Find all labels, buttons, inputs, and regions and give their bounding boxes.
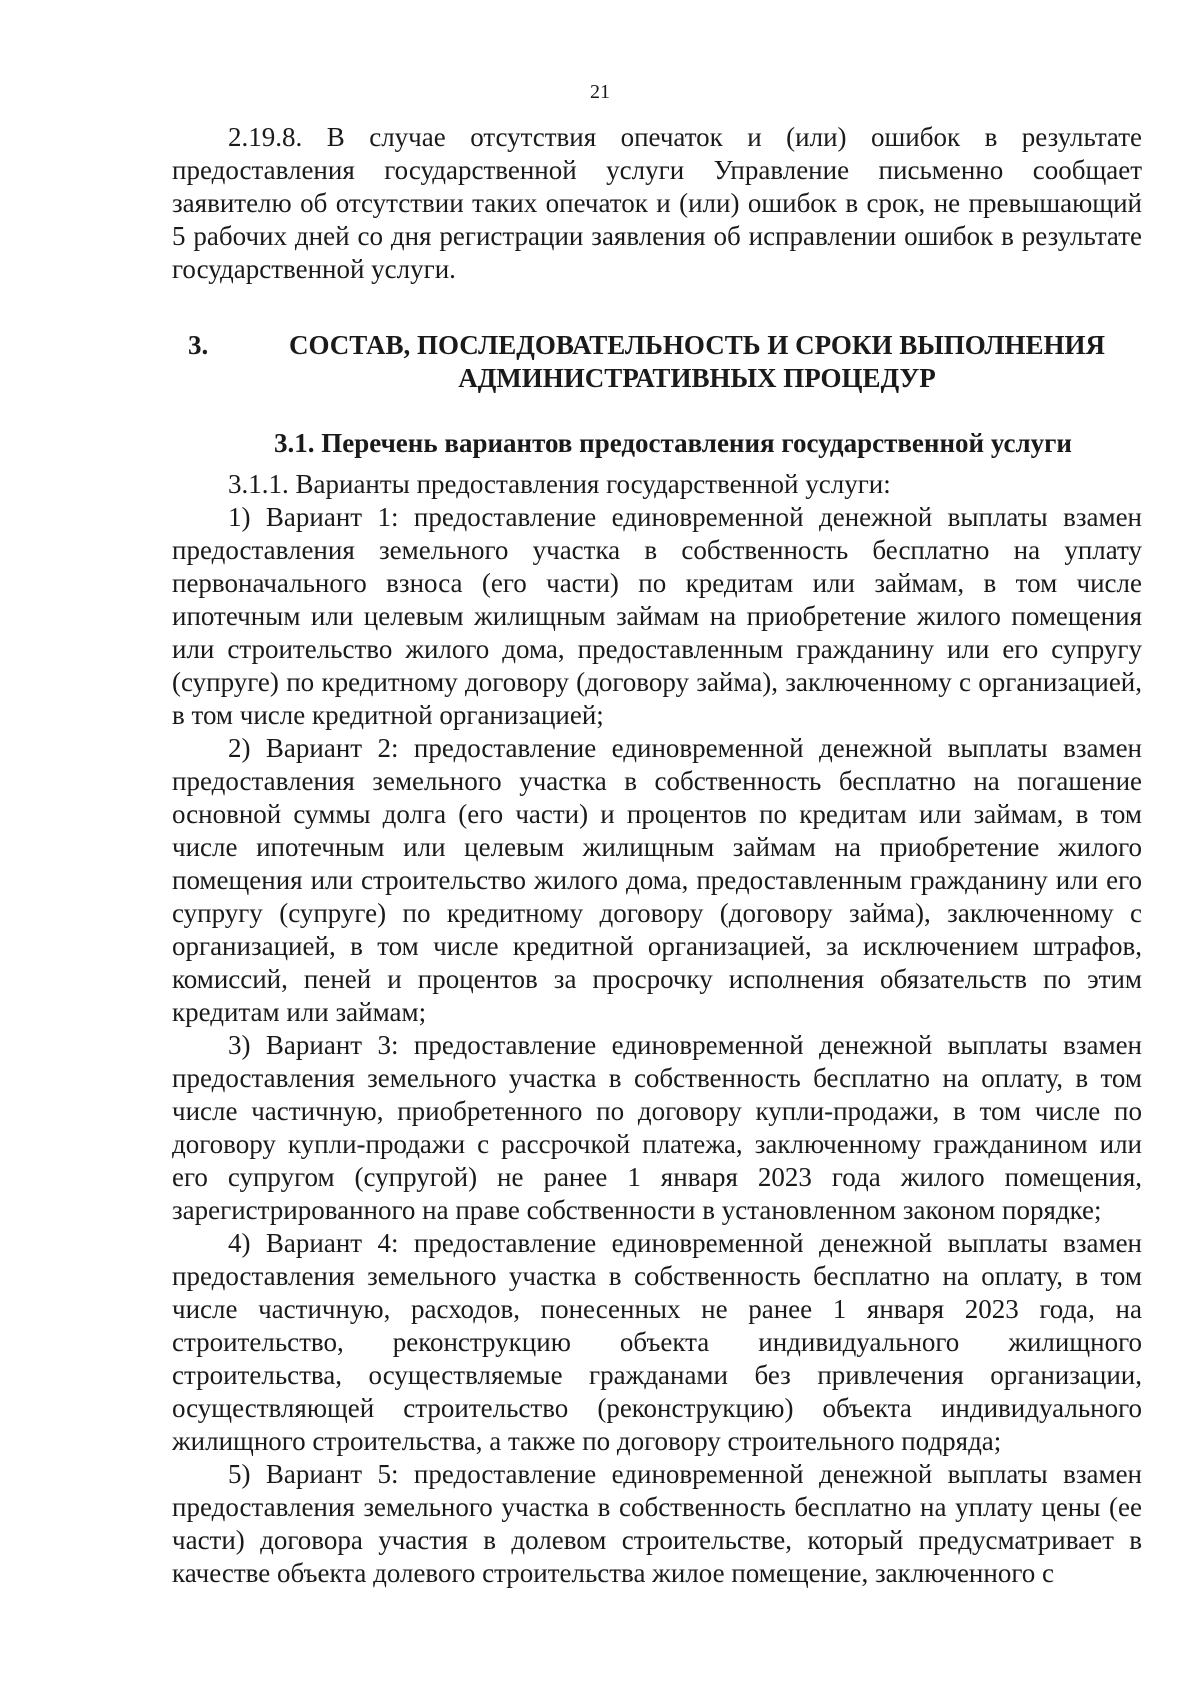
subsection-heading: 3.1. Перечень вариантов предоставления государственной услуги — [274, 428, 1072, 458]
section-heading — [172, 329, 1142, 395]
list-intro: 3.1.1. Варианты предоставления государственной услуги: — [228, 469, 891, 499]
variant-item-3: 3) Вариант 3: предоставление единовременной денежной выплаты взамен предоставления земельного участка в собственность бесплатно на оплату, в том числе частичную, приобретенного по договору купли-продажи, в том числе по договору купли-продажи с рассрочкой платежа, заключенному гражданином или его супругом (супругой) не ранее 1 января 2023 года жилого помещения, зарегистрированного на праве собственности в установленном законом порядке; — [172, 1030, 1142, 1225]
variant-item-1: 1) Вариант 1: предоставление единовременной денежной выплаты взамен предоставления земельного участка в собственность бесплатно на уплату первоначального взноса (его части) по кредитам или займам, в том числе ипотечным или целевым жилищным займам на приобретение жилого помещения или строительство жилого дома, предоставленным гражданину или его супругу (супруге) по кредитному договору (договору займа), заключенному с организацией, в том числе кредитной организацией; — [172, 502, 1142, 730]
variant-item-2: 2) Вариант 2: предоставление единовременной денежной выплаты взамен предоставления земельного участка в собственность бесплатно на погашение основной суммы долга (его части) и процентов по кредитам или займам, в том числе ипотечным или целевым жилищным займам на приобретение жилого помещения или строительство жилого дома, предоставленным гражданину или его супругу (супруге) по кредитному договору (договору займа), заключенному с организацией, в том числе кредитной организацией, за исключением штрафов, комиссий, пеней и процентов за просрочку исполнения обязательств по этим кредитам или займам; — [172, 733, 1142, 1027]
section-title: СОСТАВ, ПОСЛЕДОВАТЕЛЬНОСТЬ И СРОКИ ВЫПОЛНЕНИЯ АДМИНИСТРАТИВНЫХ ПРОЦЕДУР — [288, 330, 1106, 393]
page-content — [172, 121, 1142, 1590]
section-number: 3. — [188, 330, 209, 360]
paragraph-2-19-8: 2.19.8. В случае отсутствия опечаток и (или) ошибок в результате предоставления государственной услуги Управление письменно сообщает заявителю об отсутствии таких опечаток и (или) ошибок в срок, не превышающий 5 рабочих дней со дня регистрации заявления об исправлении ошибок в результате государственной услуги. — [172, 122, 1142, 284]
page-number: 21 — [590, 81, 610, 103]
variant-item-5: 5) Вариант 5: предоставление единовременной денежной выплаты взамен предоставления земельного участка в собственность бесплатно на уплату цены (ее части) договора участия в долевом строительстве, который предусматривает в качестве объекта долевого строительства жилое помещение, заключенного с — [172, 1459, 1142, 1588]
variant-item-4: 4) Вариант 4: предоставление единовременной денежной выплаты взамен предоставления земельного участка в собственность бесплатно на оплату, в том числе частичную, расходов, понесенных не ранее 1 января 2023 года, на строительство, реконструкцию объекта индивидуального жилищного строительства, осуществляемые гражданами без привлечения организации, осуществляющей строительство (реконструкцию) объекта индивидуального жилищного строительства, а также по договору строительного подряда; — [172, 1228, 1142, 1456]
